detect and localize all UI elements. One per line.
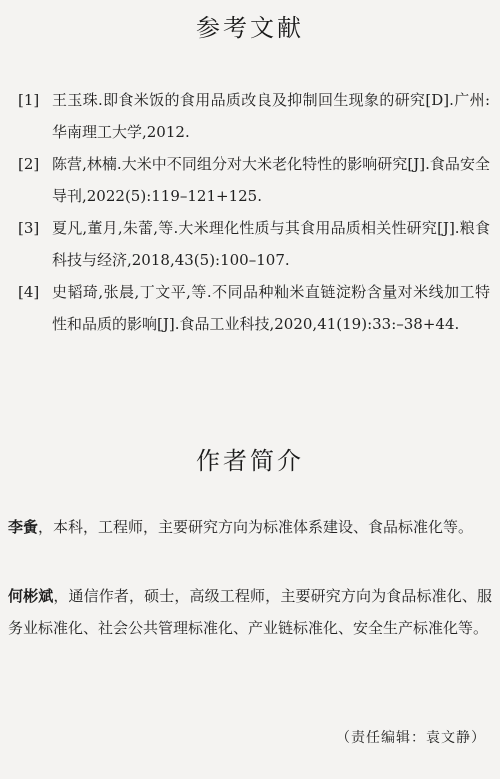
reference-text: 史韬琦,张晨,丁文平,等.不同品种籼米直链淀粉含量对米线加工特性和品质的影响[J].食品工业科技,2020,41(19):33:–38+44. bbox=[52, 283, 490, 333]
reference-number: [2] bbox=[18, 155, 40, 173]
reference-item bbox=[18, 148, 490, 212]
author-bio-text: ，通信作者，硕士，高级工程师，主要研究方向为食品标准化、服务业标准化、社会公共管理标准化、产业链标准化、安全生产标准化等。 bbox=[8, 587, 492, 637]
author-name: 何彬斌 bbox=[8, 587, 54, 605]
author-bio bbox=[8, 511, 492, 543]
reference-number: [4] bbox=[18, 283, 40, 301]
reference-text: 夏凡,董月,朱蕾,等.大米理化性质与其食用品质相关性研究[J].粮食科技与经济,2018,43(5):100–107. bbox=[52, 219, 490, 269]
editor-note: （责任编辑：袁文静） bbox=[336, 730, 486, 746]
references-heading: 参考文献 bbox=[196, 14, 304, 42]
reference-item bbox=[18, 276, 490, 340]
author-bio bbox=[8, 580, 492, 644]
author-bios-heading: 作者简介 bbox=[196, 447, 304, 475]
author-name: 李夤 bbox=[8, 518, 39, 536]
reference-item bbox=[18, 84, 490, 148]
author-bio-text: ，本科，工程师，主要研究方向为标准体系建设、食品标准化等。 bbox=[38, 518, 474, 536]
reference-number: [1] bbox=[18, 91, 40, 109]
reference-text: 陈营,林楠.大米中不同组分对大米老化特性的影响研究[J].食品安全导刊,2022(5):119–121+125. bbox=[52, 155, 490, 205]
reference-item bbox=[18, 212, 490, 276]
reference-number: [3] bbox=[18, 219, 40, 237]
reference-text: 王玉珠.即食米饭的食用品质改良及抑制回生现象的研究[D].广州:华南理工大学,2012. bbox=[52, 91, 490, 141]
